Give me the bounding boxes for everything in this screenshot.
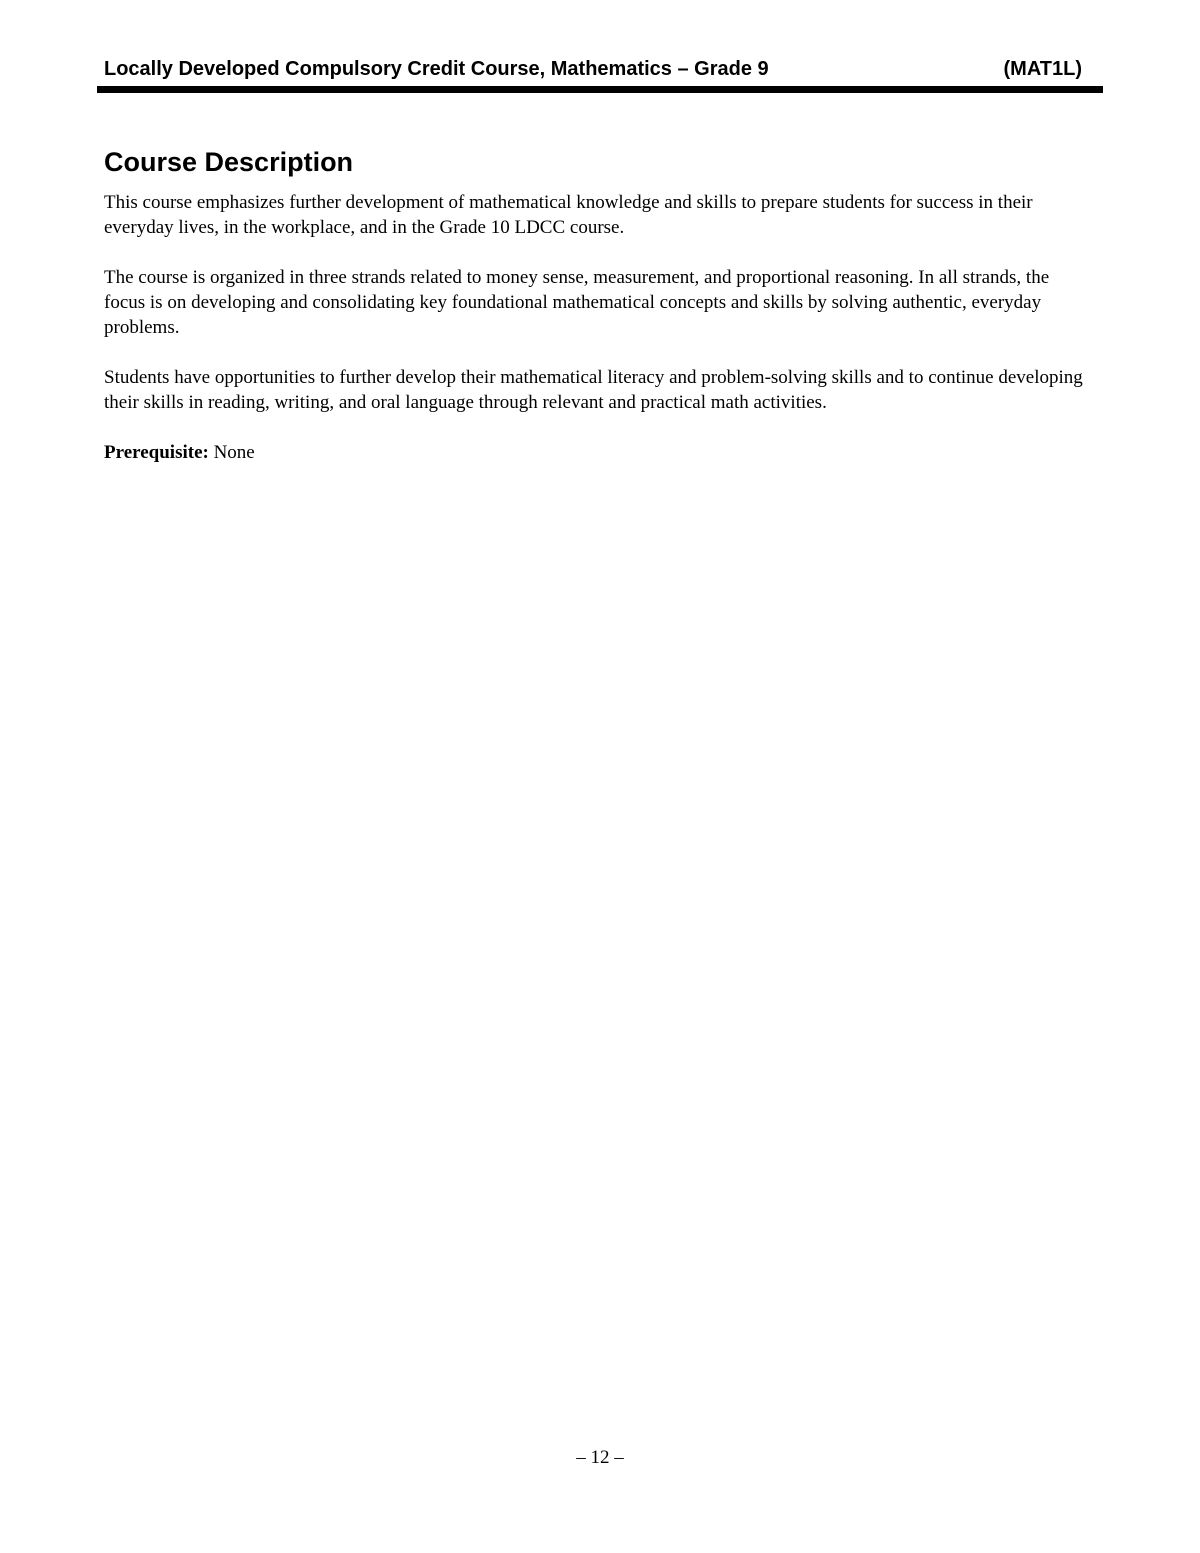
description-paragraph-1: This course emphasizes further development of mathematical knowledge and skills to prepare students for success in their everyday lives, in the workplace, and in the Grade 10 LDCC course. (104, 192, 1033, 238)
section-title: Course Description (104, 147, 354, 177)
prerequisite-label: Prerequisite: (104, 442, 209, 463)
prerequisite-line (104, 440, 1094, 465)
description-paragraph-3: Students have opportunities to further develop their mathematical literacy and problem-solving skills and to continue developing their skills in reading, writing, and oral language through relevant and practical math activities. (104, 367, 1083, 413)
course-description-body (104, 190, 1094, 490)
header-rule (97, 86, 1103, 93)
prerequisite-value: None (213, 442, 255, 463)
description-paragraph-2: The course is organized in three strands related to money sense, measurement, and proportional reasoning. In all strands, the focus is on developing and consolidating key foundational mathematical concepts and skills by solving authentic, everyday problems. (104, 267, 1050, 338)
course-title: Locally Developed Compulsory Credit Course, Mathematics – Grade 9 (104, 58, 769, 80)
page-number: – 12 – (576, 1447, 624, 1468)
course-code: (MAT1L) (1003, 58, 1082, 80)
page-header (104, 56, 1082, 82)
